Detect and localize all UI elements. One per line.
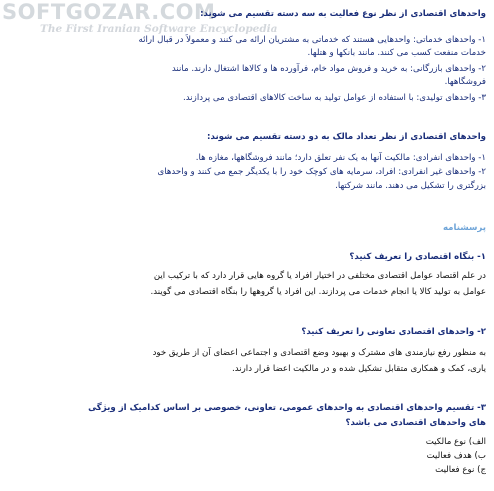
q1-answer: در علم اقتصاد عوامل اقتصادی مختلفی در اختیار افراد یا گروه هایی قرار دارد که با ترکیب این	[153, 271, 486, 281]
q3-question: های واحدهای اقتصادی می باشد؟	[345, 418, 486, 428]
section1-item: ۱- واحدهای خدماتی: واحدهایی هستند که خدماتی به مشتریان ارائه می کنند و معمولاً در قبال ارائه	[138, 35, 486, 45]
questions-title: پرسشنامه	[442, 223, 486, 233]
q3-option: الف) نوع مالکیت	[425, 437, 486, 447]
section2-item: ۲- واحدهای غیر انفرادی: افراد، سرمایه های کوچک خود را با یکدیگر جمع می کنند و واحدهای	[157, 167, 486, 177]
section1-heading: واحدهای اقتصادی از نظر نوع فعالیت به سه دسته تقسیم می شوند:	[200, 9, 486, 19]
section2-heading: واحدهای اقتصادی از نظر تعداد مالک به دو دسته تقسیم می شوند:	[207, 132, 486, 142]
q1-question: ۱- بنگاه اقتصادی را تعریف کنید؟	[349, 252, 486, 262]
section1-item: ۳- واحدهای تولیدی: با استفاده از عوامل تولید به ساخت کالاهای اقتصادی می پردازند.	[183, 93, 486, 103]
section2-item: بزرگتری را تشکیل می دهند. مانند شرکتها.	[335, 181, 486, 191]
q2-answer: به منظور رفع نیازمندی های مشترک و بهبود وضع اقتصادی و اجتماعی اعضای آن از طریق خود	[152, 348, 486, 358]
section1-item: فروشگاهها.	[444, 77, 486, 87]
watermark-tagline: The First Iranian Software Encyclopedia	[40, 23, 278, 35]
section2-item: ۱- واحدهای انفرادی: مالکیت آنها به یک نفر تعلق دارد؛ مانند فروشگاهها، مغازه ها.	[195, 153, 486, 163]
section1-item: خدمات منفعت کسب می کنند. مانند بانکها و هتلها.	[307, 48, 486, 58]
q3-option: ب) هدف فعالیت	[426, 451, 486, 461]
watermark-brand: SOFTGOZAR.COM	[2, 0, 216, 24]
q2-answer: یاری، کمک و همکاری متقابل تشکیل شده و در مالکیت اعضا قرار دارند.	[232, 364, 486, 374]
q2-question: ۲- واحدهای اقتصادی تعاونی را تعریف کنید؟	[301, 327, 486, 337]
q3-option: ج) نوع فعالیت	[435, 465, 486, 475]
q1-answer: عوامل به تولید کالا یا انجام خدمات می پردازند. این افراد یا گروهها را بنگاه اقتصادی می گویند.	[150, 287, 486, 297]
section1-item: ۲- واحدهای بازرگانی: به خرید و فروش مواد خام، فرآورده ها و کالاها اشتغال دارند. مانند	[171, 64, 486, 74]
q3-question: ۳- تقسیم واحدهای اقتصادی به واحدهای عمومی، تعاونی، خصوصی بر اساس کدامیک از ویژگی	[88, 403, 486, 413]
